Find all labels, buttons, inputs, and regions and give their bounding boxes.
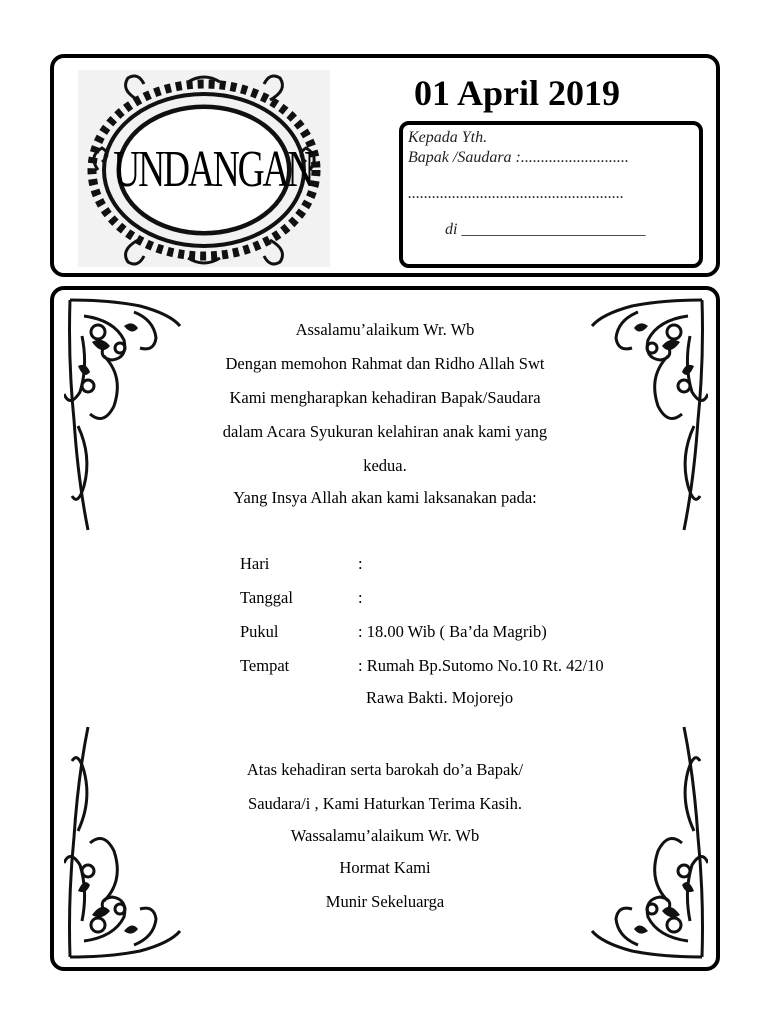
recipient-extra-line: ......................................................: [408, 185, 624, 202]
closing-line: Wassalamu’alaikum Wr. Wb: [290, 826, 480, 845]
detail-label-pukul: Pukul: [240, 622, 279, 641]
detail-label-hari: Hari: [240, 554, 270, 573]
recipient-location-line: di _______________________: [445, 221, 646, 238]
signature-line: Munir Sekeluarga: [325, 892, 445, 911]
opening-line: Kami mengharapkan kehadiran Bapak/Saudara: [229, 388, 541, 407]
recipient-name-line: Bapak /Saudara :...........................: [408, 149, 629, 166]
undangan-emblem: [78, 70, 330, 267]
closing-line: Saudara/i , Kami Haturkan Terima Kasih.: [248, 794, 522, 813]
detail-value-tempat-cont: Rawa Bakti. Mojorejo: [366, 688, 514, 707]
opening-line: Yang Insya Allah akan kami laksanakan pada:: [233, 488, 537, 507]
opening-line: Dengan memohon Rahmat dan Ridho Allah Swt: [225, 354, 545, 373]
header-card: [50, 54, 720, 277]
detail-value-tempat: : Rumah Bp.Sutomo No.10 Rt. 42/10: [358, 656, 604, 675]
opening-line: dalam Acara Syukuran kelahiran anak kami yang: [222, 422, 548, 441]
invitation-date: 01 April 2019: [414, 73, 621, 113]
opening-line: kedua.: [363, 456, 407, 475]
detail-value-hari: :: [358, 554, 363, 573]
recipient-greeting: Kepada Yth.: [408, 129, 488, 146]
invitation-body-card: [50, 286, 720, 971]
closing-line: Hormat Kami: [339, 858, 431, 877]
greeting-line: Assalamu’alaikum Wr. Wb: [295, 320, 475, 339]
emblem-title: UNDANGAN: [113, 141, 313, 198]
closing-line: Atas kehadiran serta barokah do’a Bapak/: [246, 760, 524, 779]
detail-label-tempat: Tempat: [240, 656, 290, 675]
detail-value-pukul: : 18.00 Wib ( Ba’da Magrib): [358, 622, 547, 641]
detail-value-tanggal: :: [358, 588, 363, 607]
detail-label-tanggal: Tanggal: [240, 588, 293, 607]
recipient-box: [399, 121, 703, 268]
